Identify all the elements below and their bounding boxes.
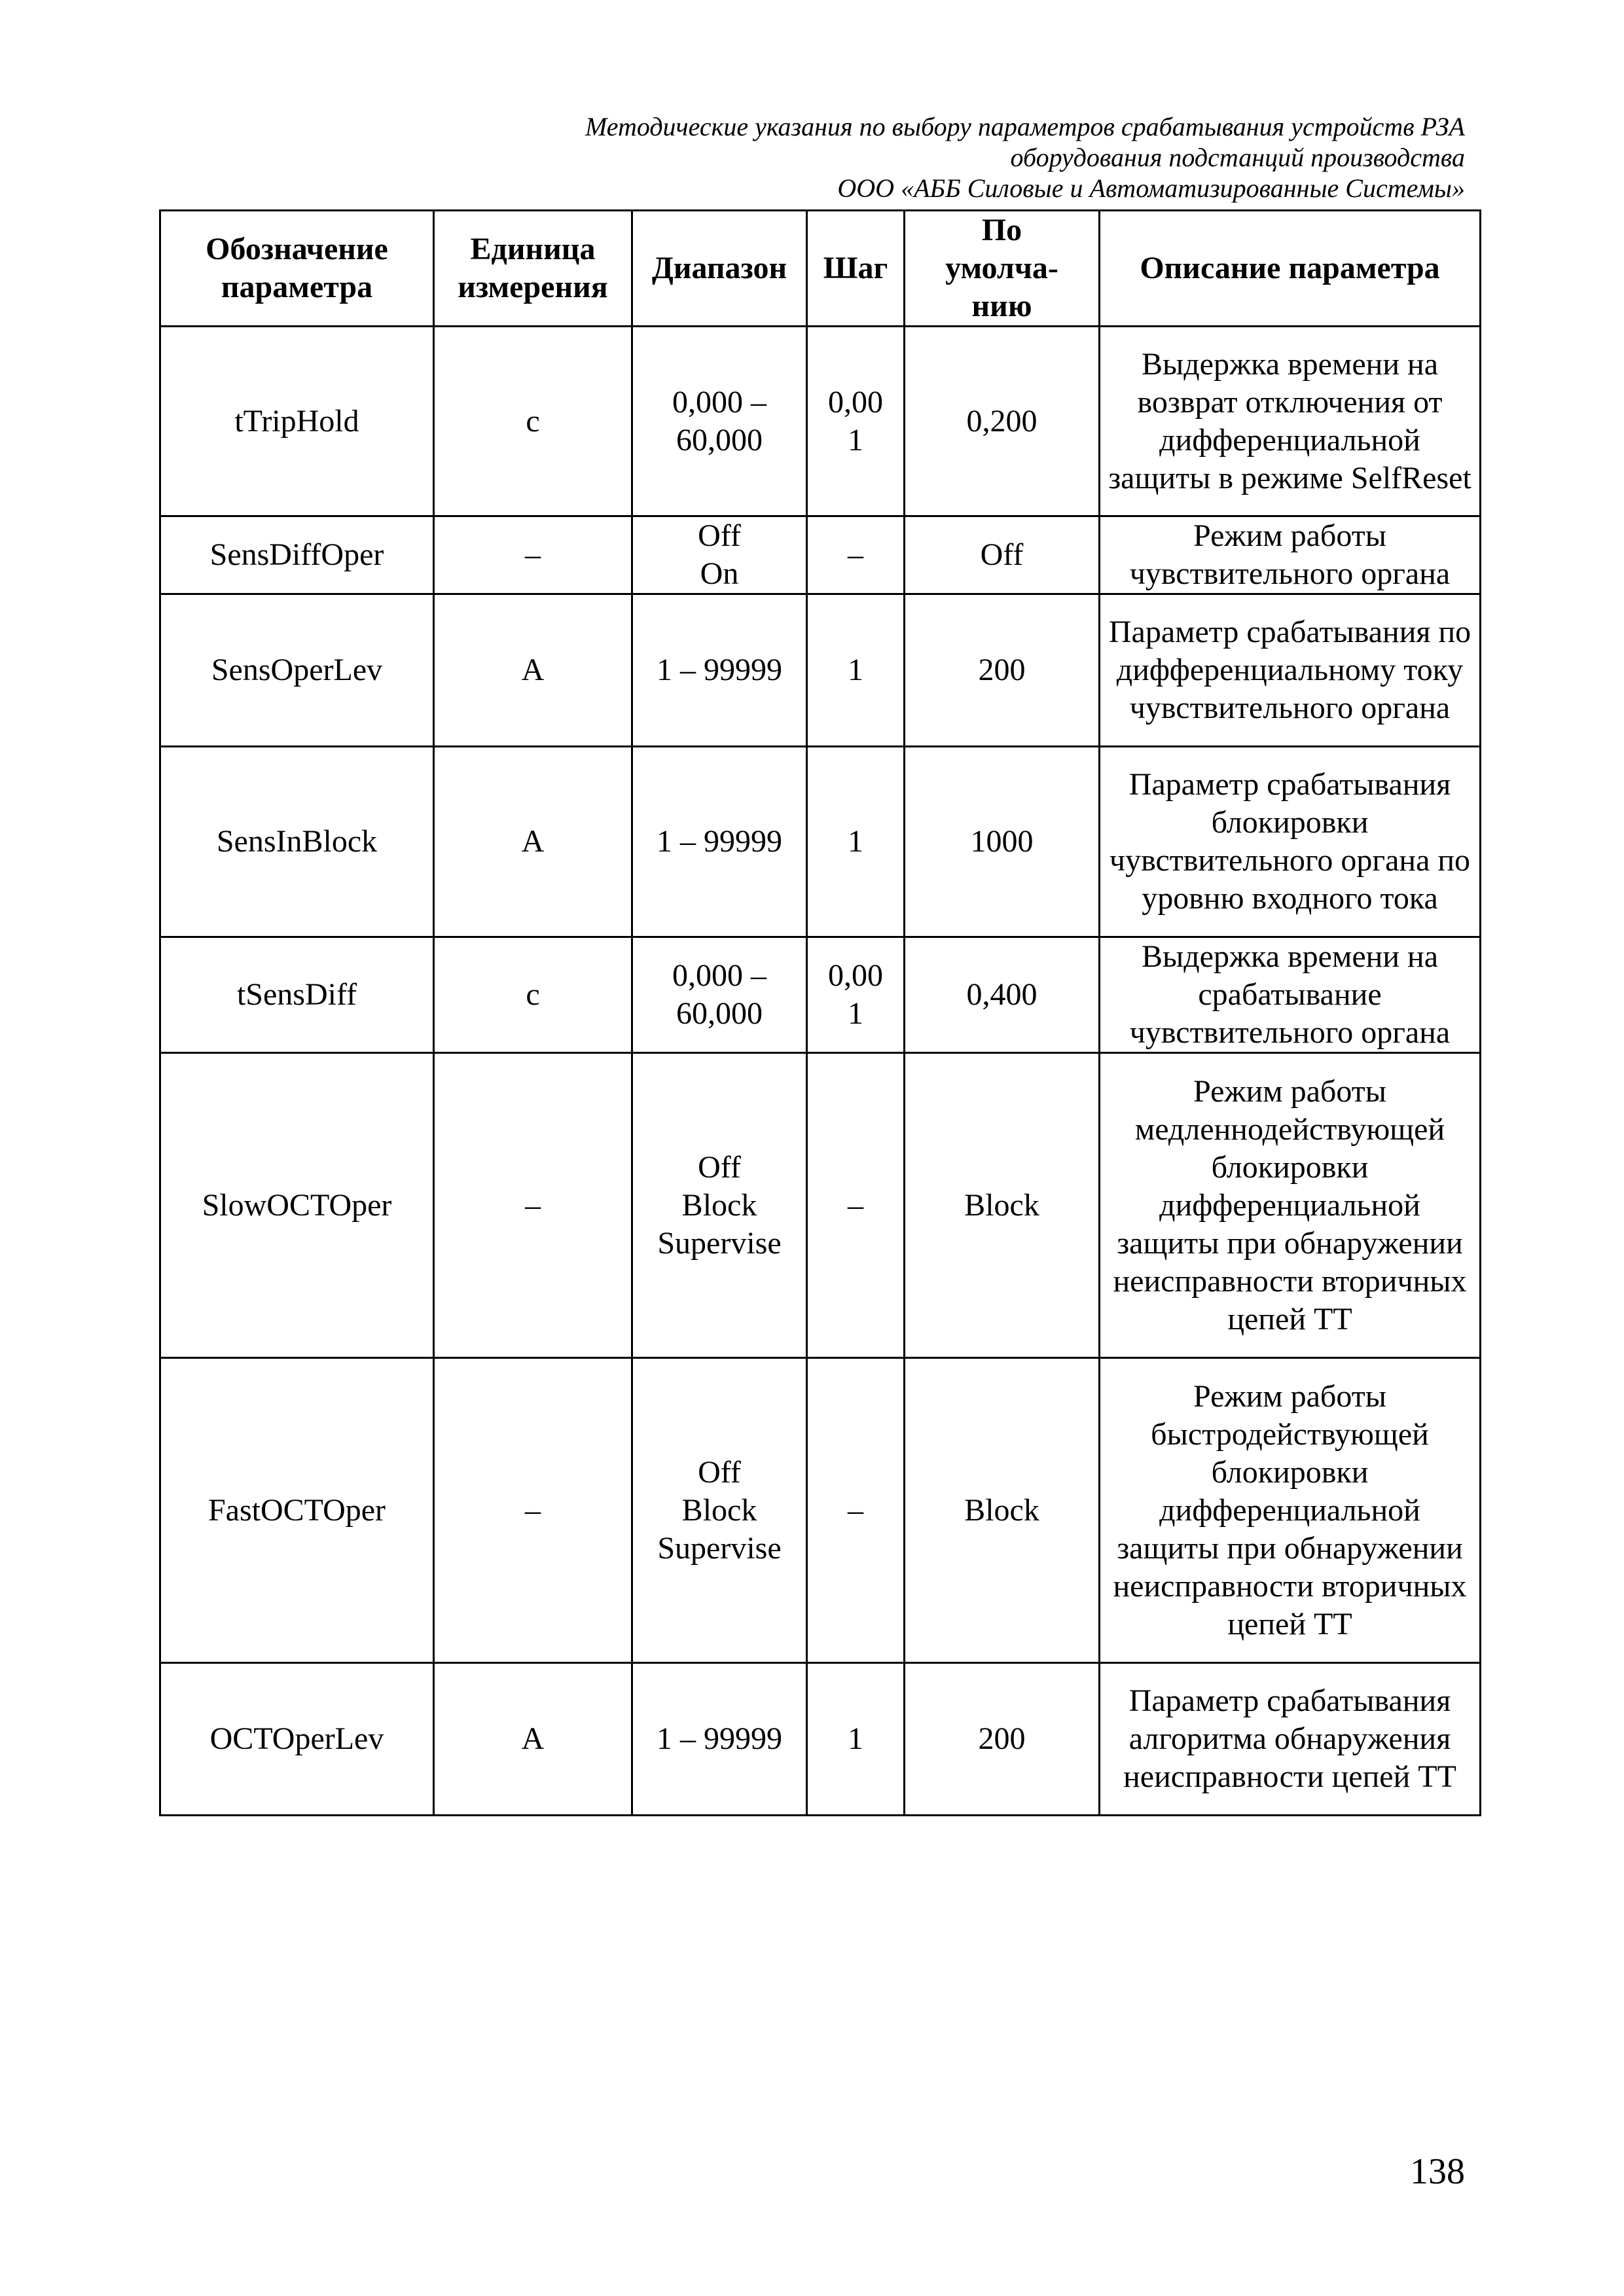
cell-default: 200 — [905, 1663, 1100, 1816]
cell-range: 1 – 99999 — [632, 1663, 807, 1816]
cell-step: – — [807, 1358, 905, 1663]
cell-step: 0,00 1 — [807, 937, 905, 1053]
cell-description: Выдержка времени на срабатывание чувствительного органа — [1100, 937, 1481, 1053]
cell-unit: А — [434, 594, 632, 747]
cell-range: 0,000 – 60,000 — [632, 327, 807, 516]
header-line: ООО «АББ Силовые и Автоматизированные Системы» — [837, 173, 1465, 203]
column-header-description: Описание параметра — [1100, 211, 1481, 327]
cell-name: OCTOperLev — [160, 1663, 434, 1816]
cell-description: Выдержка времени на возврат отключения от дифференциальной защиты в режиме SelfReset — [1100, 327, 1481, 516]
table-row — [160, 937, 1481, 1053]
cell-name: SensOperLev — [160, 594, 434, 747]
cell-range: 1 – 99999 — [632, 594, 807, 747]
cell-default: Block — [905, 1358, 1100, 1663]
cell-description: Параметр срабатывания блокировки чувствительного органа по уровню входного тока — [1100, 747, 1481, 937]
cell-name: tSensDiff — [160, 937, 434, 1053]
table-row — [160, 594, 1481, 747]
table-header-row — [160, 211, 1481, 327]
cell-name: SensInBlock — [160, 747, 434, 937]
column-header-unit: Единица измерения — [434, 211, 632, 327]
page-header — [418, 111, 1465, 204]
table-row — [160, 327, 1481, 516]
header-line: оборудования подстанций производства — [1010, 143, 1465, 172]
page-number: 138 — [1410, 2151, 1465, 2192]
cell-range: 1 – 99999 — [632, 747, 807, 937]
table-row — [160, 516, 1481, 594]
cell-name: SensDiffOper — [160, 516, 434, 594]
table-row — [160, 1358, 1481, 1663]
cell-unit: – — [434, 1358, 632, 1663]
cell-unit: – — [434, 516, 632, 594]
column-header-step: Шаг — [807, 211, 905, 327]
cell-default: 200 — [905, 594, 1100, 747]
cell-unit: А — [434, 1663, 632, 1816]
cell-range: Off Block Supervise — [632, 1358, 807, 1663]
cell-step: 1 — [807, 747, 905, 937]
table-row — [160, 747, 1481, 937]
cell-description: Режим работы быстродействующей блокировки дифференциальной защиты при обнаружении неисправности вторичных цепей ТТ — [1100, 1358, 1481, 1663]
cell-step: – — [807, 1053, 905, 1358]
cell-default: Block — [905, 1053, 1100, 1358]
table-row — [160, 1053, 1481, 1358]
cell-unit: с — [434, 937, 632, 1053]
column-header-default: По умолча- нию — [905, 211, 1100, 327]
column-header-name: Обозначение параметра — [160, 211, 434, 327]
cell-range: Off Block Supervise — [632, 1053, 807, 1358]
parameter-table — [159, 209, 1481, 1816]
cell-unit: А — [434, 747, 632, 937]
cell-unit: с — [434, 327, 632, 516]
cell-description: Параметр срабатывания алгоритма обнаружения неисправности цепей ТТ — [1100, 1663, 1481, 1816]
cell-default: 1000 — [905, 747, 1100, 937]
cell-name: SlowOCTOper — [160, 1053, 434, 1358]
cell-description: Параметр срабатывания по дифференциальному току чувствительного органа — [1100, 594, 1481, 747]
cell-default: 0,400 — [905, 937, 1100, 1053]
cell-name: FastOCTOper — [160, 1358, 434, 1663]
cell-description: Режим работы чувствительного органа — [1100, 516, 1481, 594]
cell-name: tTripHold — [160, 327, 434, 516]
cell-step: 1 — [807, 594, 905, 747]
table-row — [160, 1663, 1481, 1816]
cell-default: 0,200 — [905, 327, 1100, 516]
cell-step: 1 — [807, 1663, 905, 1816]
cell-step: 0,00 1 — [807, 327, 905, 516]
cell-step: – — [807, 516, 905, 594]
cell-range: Off On — [632, 516, 807, 594]
cell-description: Режим работы медленнодействующей блокировки дифференциальной защиты при обнаружении неисправности вторичных цепей ТТ — [1100, 1053, 1481, 1358]
cell-unit: – — [434, 1053, 632, 1358]
header-line: Методические указания по выбору параметров срабатывания устройств РЗА — [585, 112, 1465, 141]
cell-range: 0,000 – 60,000 — [632, 937, 807, 1053]
column-header-range: Диапазон — [632, 211, 807, 327]
cell-default: Off — [905, 516, 1100, 594]
